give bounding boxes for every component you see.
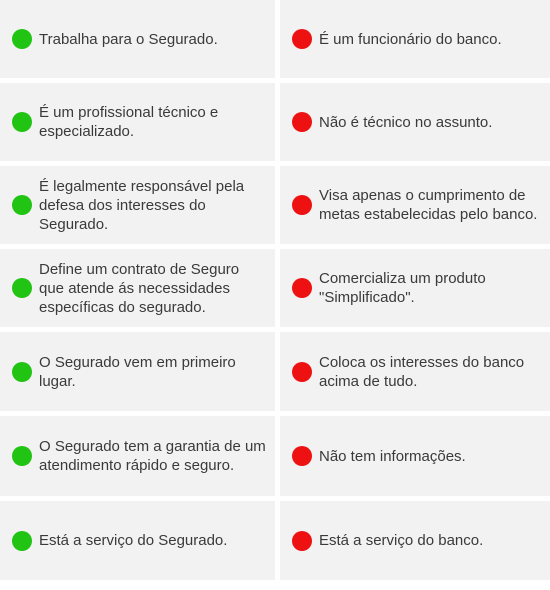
disadvantage-cell <box>280 332 550 411</box>
disadvantage-cell <box>280 249 550 327</box>
green-dot-icon <box>12 112 32 132</box>
disadvantage-cell <box>280 416 550 496</box>
green-dot-icon <box>12 278 32 298</box>
advantage-text: O Segurado tem a garantia de um atendimento rápido e seguro. <box>39 438 266 474</box>
red-dot-icon <box>292 29 312 49</box>
disadvantage-cell <box>280 166 550 244</box>
green-dot-icon <box>12 195 32 215</box>
disadvantage-text: Está a serviço do banco. <box>319 532 484 549</box>
advantage-text: Define um contrato de Seguro que atende ás necessidades específicas do segurado. <box>39 260 240 316</box>
green-dot-icon <box>12 531 32 551</box>
advantage-cell <box>0 83 275 161</box>
red-dot-icon <box>292 446 312 466</box>
disadvantage-text: Visa apenas o cumprimento de metas estabelecidas pelo banco. <box>319 187 538 223</box>
advantage-cell <box>0 332 275 411</box>
advantage-cell <box>0 0 275 78</box>
disadvantage-text: Não tem informações. <box>319 447 466 465</box>
disadvantage-cell <box>280 0 550 78</box>
disadvantage-text: É um funcionário do banco. <box>319 30 502 48</box>
green-dot-icon <box>12 362 32 382</box>
disadvantage-text: Comercializa um produto "Simplificado". <box>319 270 486 306</box>
advantage-text: É um profissional técnico e especializado. <box>39 104 219 140</box>
red-dot-icon <box>292 112 312 132</box>
advantage-cell <box>0 416 275 496</box>
advantage-text: Está a serviço do Segurado. <box>39 532 228 549</box>
red-dot-icon <box>292 531 312 551</box>
green-dot-icon <box>12 29 32 49</box>
red-dot-icon <box>292 362 312 382</box>
disadvantage-cell <box>280 83 550 161</box>
red-dot-icon <box>292 278 312 298</box>
disadvantage-text: Coloca os interesses do banco acima de tudo. <box>319 353 525 390</box>
advantage-cell <box>0 501 275 580</box>
disadvantage-text: Não é técnico no assunto. <box>319 113 493 131</box>
advantage-cell <box>0 166 275 244</box>
advantage-text: É legalmente responsável pela defesa dos interesses do Segurado. <box>39 177 245 233</box>
red-dot-icon <box>292 195 312 215</box>
advantage-text: O Segurado vem em primeiro lugar. <box>39 353 236 390</box>
green-dot-icon <box>12 446 32 466</box>
disadvantage-cell <box>280 501 550 580</box>
advantage-text: Trabalha para o Segurado. <box>39 30 218 48</box>
advantage-cell <box>0 249 275 327</box>
